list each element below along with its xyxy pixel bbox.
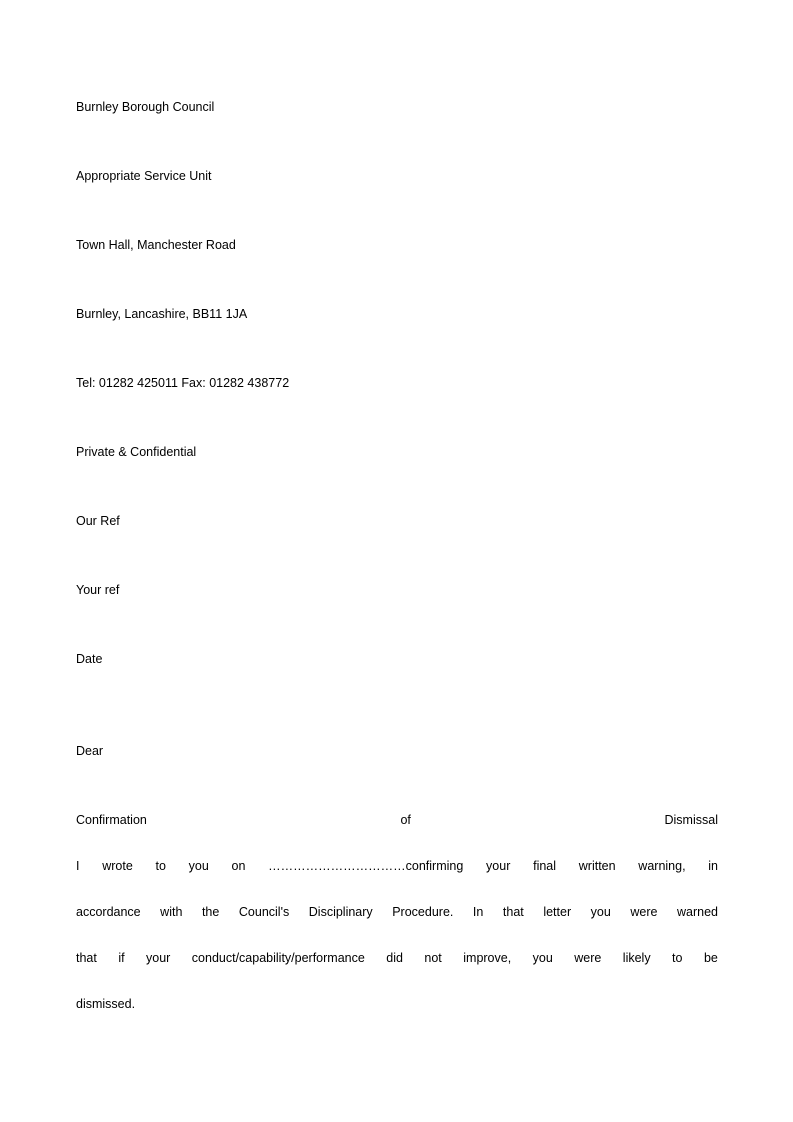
body-word: to	[672, 951, 683, 965]
body-line-4: dismissed.	[76, 997, 136, 1011]
body-word: were	[630, 905, 658, 919]
contact-numbers: Tel: 01282 425011 Fax: 01282 438772	[76, 376, 290, 390]
body-word: the	[201, 905, 220, 919]
body-word: you	[532, 951, 553, 965]
body-word: your	[146, 951, 171, 965]
body-line-1	[76, 859, 718, 873]
body-word: accordance	[76, 905, 141, 919]
body-word: did	[386, 951, 403, 965]
body-word: you	[188, 859, 209, 873]
body-line-3	[76, 951, 718, 965]
body-word: with	[160, 905, 183, 919]
body-line-2	[76, 905, 718, 919]
body-word: in	[708, 859, 718, 873]
body-word: final	[533, 859, 557, 873]
body-word: if	[118, 951, 125, 965]
body-word: ……………………………confirming	[268, 859, 464, 873]
body-word: improve,	[463, 951, 512, 965]
subject-line	[76, 813, 718, 827]
organisation-name: Burnley Borough Council	[76, 100, 215, 114]
our-ref-label: Our Ref	[76, 514, 120, 528]
body-word: that	[76, 951, 97, 965]
body-word: on	[231, 859, 246, 873]
body-word: warned	[677, 905, 718, 919]
subject-word: Confirmation	[76, 813, 147, 827]
body-word: conduct/capability/performance	[191, 951, 365, 965]
date-label: Date	[76, 652, 103, 666]
subject-word: Dismissal	[664, 813, 718, 827]
body-word: were	[574, 951, 602, 965]
body-word: that	[502, 905, 524, 919]
address-line-1: Town Hall, Manchester Road	[76, 238, 236, 252]
body-word: you	[590, 905, 611, 919]
body-word: not	[424, 951, 442, 965]
body-word: Procedure.	[392, 905, 454, 919]
body-word: your	[486, 859, 511, 873]
body-word: Council's	[238, 905, 290, 919]
body-word: be	[703, 951, 718, 965]
salutation: Dear	[76, 744, 104, 758]
body-word: wrote	[102, 859, 133, 873]
body-word: to	[155, 859, 166, 873]
service-unit: Appropriate Service Unit	[76, 169, 212, 183]
body-word: letter	[543, 905, 572, 919]
body-word: In	[472, 905, 484, 919]
body-word: Disciplinary	[308, 905, 373, 919]
subject-word: of	[400, 813, 411, 827]
body-word: written	[578, 859, 616, 873]
your-ref-label: Your ref	[76, 583, 120, 597]
body-word: warning,	[638, 859, 686, 873]
body-word: likely	[622, 951, 651, 965]
address-line-2: Burnley, Lancashire, BB11 1JA	[76, 307, 248, 321]
body-word: I	[76, 859, 80, 873]
confidentiality-label: Private & Confidential	[76, 445, 197, 459]
